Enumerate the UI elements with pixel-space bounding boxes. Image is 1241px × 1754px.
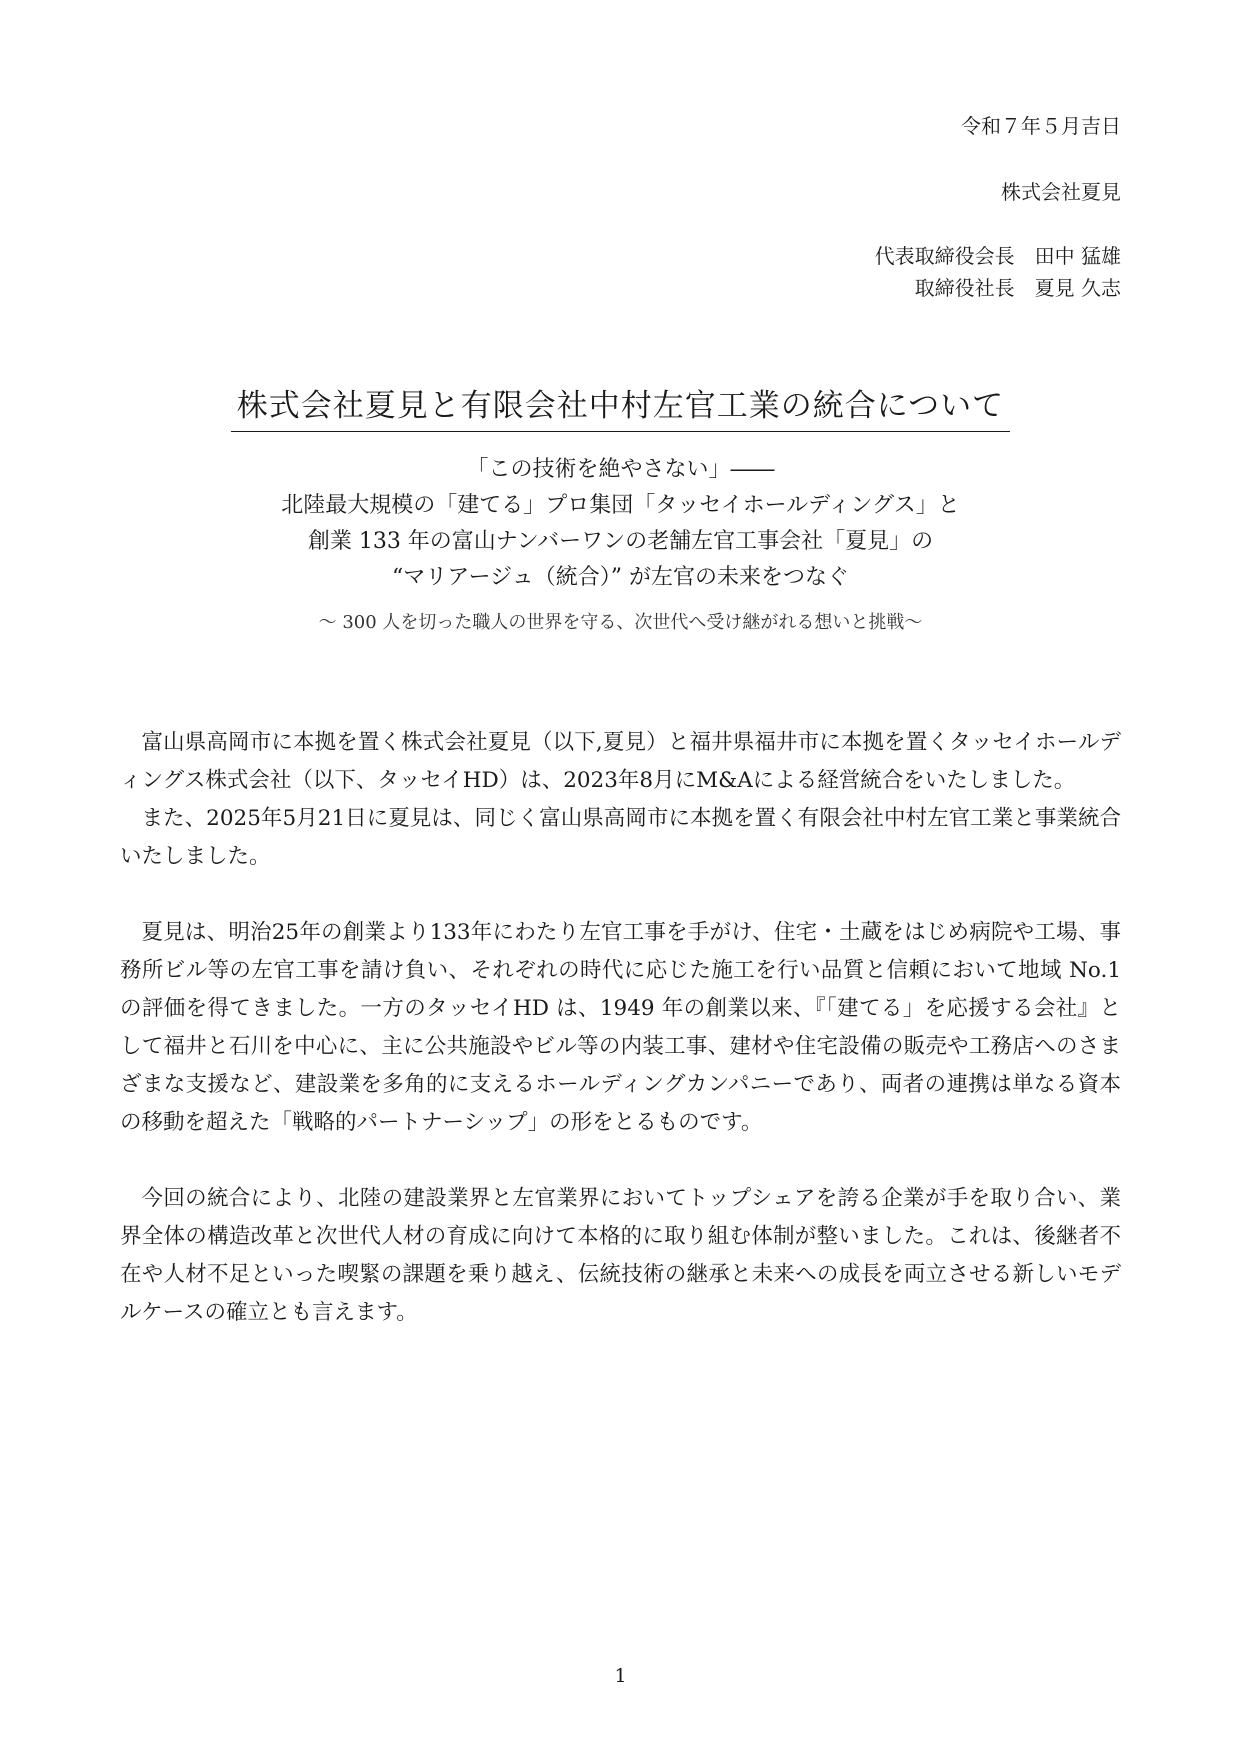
paragraph: 今回の統合により、北陸の建設業界と左官業界においてトップシェアを誇る企業が手を取り合い、業界全体の構造改革と次世代人材の育成に向けて本格的に取り組む体制が整いました。これは、後継者不在や人材不足といった喫緊の課題を乗り越え、伝統技術の継承と未来への成長を両立させる新しいモデルケースの確立とも言えます。 [120,1186,1121,1325]
subtitle-line: 北陸最大規模の「建てる」プロ集団「タッセイホールディングス」と [281,493,960,518]
body-text [120,724,1121,1332]
company-name: 株式会社夏見 [1001,180,1121,204]
paragraph: 夏見は、明治25年の創業より133年にわたり左官工事を手がけ、住宅・土蔵をはじめ病院や工場、事務所ビル等の左官工事を請け負い、それぞれの時代に応じた施工を行い品質と信頼において地域 No.1 の評価を得てきました。一方のタッセイHD は、1949 年の創業以来、『「建てる」を応援する会社』として福井と石川を中心に、主に公共施設やビル等の内装工事、建材や住宅設備の販売や工務店へのさまざまな支援など、建設業を多角的に支えるホールディングカンパニーであり、両者の連携は単なる資本の移動を超えた「戦略的パートナーシップ」の形をとるものです。 [120,920,1121,1135]
tagline: ～ 300 人を切った職人の世界を守る、次世代へ受け継がれる想いと挑戦～ [318,612,923,633]
signatory-president: 取締役社長 夏見 久志 [914,276,1121,300]
title-block [0,380,1241,432]
paragraph: また、2025年5月21日に夏見は、同じく富山県高岡市に本拠を置く有限会社中村左官工業と事業統合いたしました。 [120,806,1121,869]
paragraph: 富山県高岡市に本拠を置く株式会社夏見（以下,夏見）と福井県福井市に本拠を置くタッセイホールディングス株式会社（以下、タッセイHD）は、2023年8月にM&Aによる経営統合をいたしました。 [120,730,1121,793]
document-date: 令和７年５月吉日 [961,114,1121,138]
signatory-chairman: 代表取締役会長 田中 猛雄 [874,244,1121,268]
subtitle-block [0,452,1241,596]
page-number: 1 [614,1665,627,1687]
sender-block [875,176,1121,304]
document-title: 株式会社夏見と有限会社中村左官工業の統合について [231,380,1010,432]
subtitle-line: “マリアージュ（統合）” が左官の未来をつなぐ [392,565,849,590]
subtitle-line: 創業 133 年の富山ナンバーワンの老舗左官工事会社「夏見」の [307,529,934,554]
subtitle-line: 「この技術を絶やさない」―― [466,457,775,482]
